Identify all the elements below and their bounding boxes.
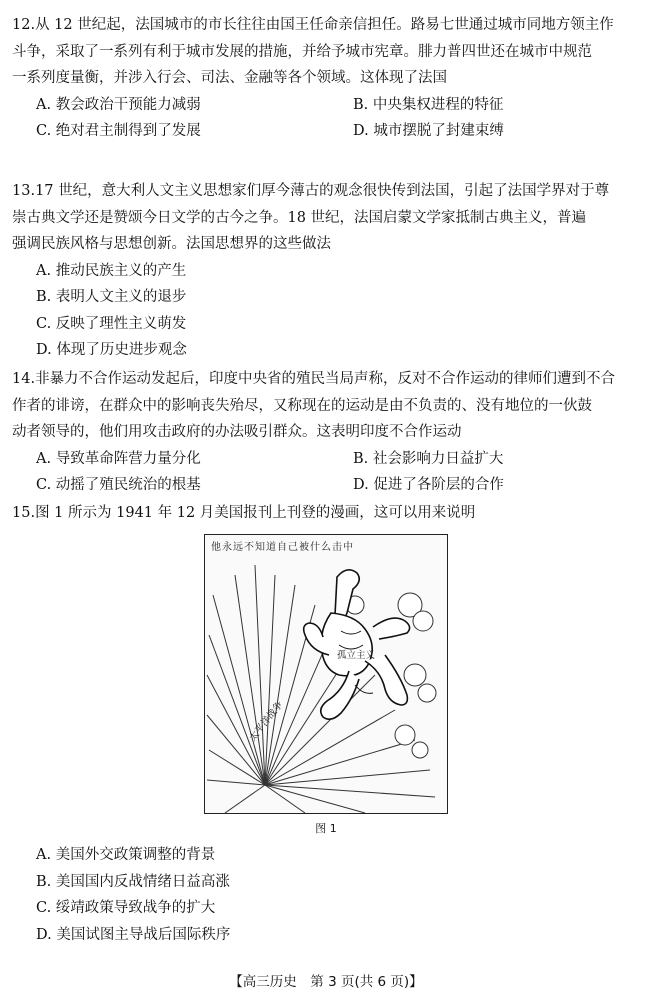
question-14-line-2: 作者的诽谤，在群众中的影响丧失殆尽，又称现在的运动是由不负责的、没有地位的一伙鼓 xyxy=(12,397,592,414)
question-13-line-1: 17 世纪，意大利人文主义思想家们厚今薄古的观念很快传到法国，引起了法国学界对于尊 xyxy=(35,183,610,199)
question-13-option-c[interactable]: C. 反映了理性主义萌发 xyxy=(36,315,187,332)
question-15-number: 15. xyxy=(12,505,36,521)
question-13-option-b[interactable]: B. 表明人文主义的退步 xyxy=(36,289,187,305)
question-14 xyxy=(12,366,634,499)
cartoon-label-pacific-war: 太平洋战争 xyxy=(247,699,286,744)
question-13-line-2: 崇古典文学还是赞颂今日文学的古今之争。18 世纪，法国启蒙文学家抵制古典主义，普遍 xyxy=(12,209,587,226)
question-15-option-d[interactable]: D. 美国试图主导战后国际秩序 xyxy=(36,926,231,943)
question-13-line-3: 强调民族风格与思想创新。法国思想界的这些做法 xyxy=(12,236,331,252)
question-12-stem xyxy=(12,12,634,92)
question-14-option-d[interactable]: D. 促进了各阶层的合作 xyxy=(353,477,504,493)
question-14-options-row-1 xyxy=(12,446,634,473)
question-12-option-c[interactable]: C. 绝对君主制得到了发展 xyxy=(36,123,201,139)
cartoon-drawing xyxy=(205,535,448,814)
question-14-option-b[interactable]: B. 社会影响力日益扩大 xyxy=(353,450,504,467)
question-14-line-3: 动者领导的，他们用攻击政府的办法吸引群众。这表明印度不合作运动 xyxy=(12,424,462,440)
question-12-option-d[interactable]: D. 城市摆脱了封建束缚 xyxy=(353,123,504,139)
question-14-line-1: 非暴力不合作运动发起后，印度中央省的殖民当局声称，反对不合作运动的律师们遭到不合 xyxy=(35,371,616,387)
question-12-line-2: 斗争，采取了一系列有利于城市发展的措施，并给予城市宪章。腓力普四世还在城市中规范 xyxy=(12,43,592,60)
question-13-option-d[interactable]: D. 体现了历史进步观念 xyxy=(36,342,187,358)
question-13-number: 13. xyxy=(12,183,36,199)
question-12-number: 12. xyxy=(12,17,36,33)
question-12-line-1: 从 12 世纪起，法国城市的市长往往由国王任命亲信担任。路易七世通过城市同地方领主作 xyxy=(35,17,614,33)
question-15-option-b[interactable]: B. 美国国内反战情绪日益高涨 xyxy=(36,873,230,890)
question-15-line-1: 图 1 所示为 1941 年 12 月美国报刊上刊登的漫画，这可以用来说明 xyxy=(35,505,476,521)
page-footer: 【高三历史 第 3 页(共 6 页)】 xyxy=(229,974,423,990)
question-13 xyxy=(12,178,634,364)
question-12-option-b[interactable]: B. 中央集权进程的特征 xyxy=(353,96,504,113)
question-12-option-a[interactable]: A. 教会政治干预能力减弱 xyxy=(36,96,201,113)
figure-caption: 图 1 xyxy=(315,822,337,835)
question-15-options xyxy=(12,842,634,948)
question-14-option-c[interactable]: C. 动摇了殖民统治的根基 xyxy=(36,477,201,493)
question-12-options-row-2 xyxy=(12,118,634,145)
question-15-stem xyxy=(12,500,634,527)
question-12-line-3: 一系列度量衡，并涉入行会、司法、金融等各个领域。这体现了法国 xyxy=(12,70,447,86)
question-14-option-a[interactable]: A. 导致革命阵营力量分化 xyxy=(36,450,201,467)
question-14-options-row-2 xyxy=(12,472,634,499)
cartoon-label-isolationism: 孤立主义 xyxy=(337,650,376,661)
cartoon-top-caption: 他永远不知道自己被什么击中 xyxy=(211,542,354,553)
question-12 xyxy=(12,12,634,145)
question-15-option-c[interactable]: C. 绥靖政策导致战争的扩大 xyxy=(36,900,216,916)
question-13-stem xyxy=(12,178,634,258)
question-13-option-a[interactable]: A. 推动民族主义的产生 xyxy=(36,262,187,279)
cartoon-figure xyxy=(204,534,448,814)
question-15-option-a[interactable]: A. 美国外交政策调整的背景 xyxy=(36,847,216,863)
question-14-stem xyxy=(12,366,634,446)
question-14-number: 14. xyxy=(12,371,36,387)
question-12-options-row-1 xyxy=(12,92,634,119)
